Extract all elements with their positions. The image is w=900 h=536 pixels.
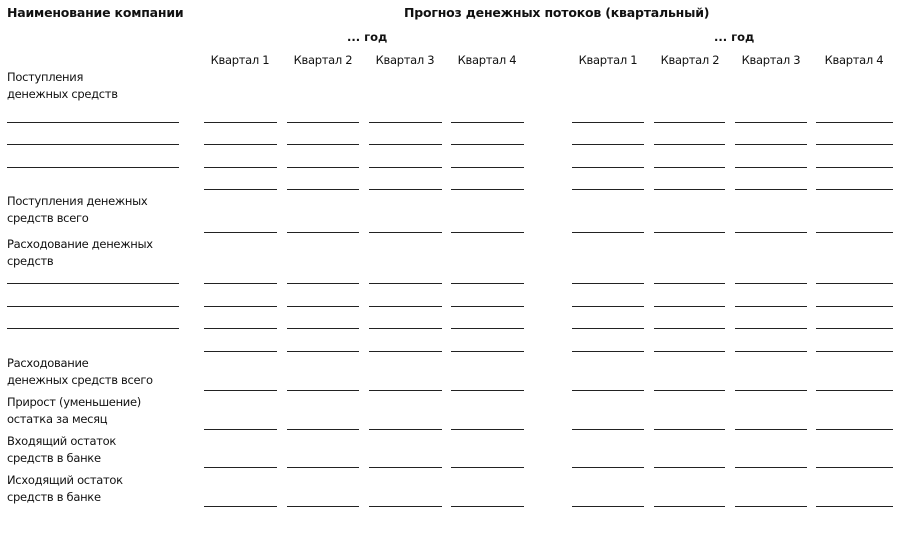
value-blank[interactable] (735, 306, 807, 307)
value-blank[interactable] (369, 232, 442, 233)
item-name-blank[interactable] (7, 283, 179, 284)
value-blank[interactable] (572, 283, 644, 284)
value-blank[interactable] (451, 506, 524, 507)
row-label-expenses (7, 236, 153, 270)
value-blank[interactable] (816, 167, 893, 168)
row-label-opening-balance (7, 433, 116, 467)
item-name-blank[interactable] (7, 328, 179, 329)
row-label-line: Исходящий остаток (7, 473, 123, 487)
value-blank[interactable] (204, 167, 277, 168)
value-blank[interactable] (287, 306, 359, 307)
value-blank[interactable] (204, 506, 277, 507)
quarter-header-g2-q4: Квартал 4 (824, 53, 884, 67)
row-label-line: средств в банке (7, 451, 101, 465)
value-blank[interactable] (654, 390, 725, 391)
row-label-net-change (7, 394, 141, 428)
row-label-line: остатка за месяц (7, 412, 108, 426)
value-blank[interactable] (451, 390, 524, 391)
value-blank[interactable] (654, 429, 725, 430)
value-blank[interactable] (572, 189, 644, 190)
value-blank[interactable] (369, 189, 442, 190)
value-blank[interactable] (204, 390, 277, 391)
item-name-blank[interactable] (7, 306, 179, 307)
value-blank[interactable] (816, 232, 893, 233)
value-blank[interactable] (816, 351, 893, 352)
value-blank[interactable] (654, 167, 725, 168)
row-label-receipts (7, 69, 118, 103)
value-blank[interactable] (654, 328, 725, 329)
value-blank[interactable] (735, 429, 807, 430)
value-blank[interactable] (816, 189, 893, 190)
value-blank[interactable] (287, 328, 359, 329)
row-label-line: средств в банке (7, 490, 101, 504)
value-blank[interactable] (369, 467, 442, 468)
value-blank[interactable] (572, 351, 644, 352)
value-blank[interactable] (369, 506, 442, 507)
quarter-header-g2-q1: Квартал 1 (578, 53, 638, 67)
value-blank[interactable] (654, 467, 725, 468)
row-label-expenses-total (7, 355, 153, 389)
value-blank[interactable] (735, 328, 807, 329)
value-blank[interactable] (816, 122, 893, 123)
quarter-header-g1-q3: Квартал 3 (375, 53, 435, 67)
value-blank[interactable] (369, 429, 442, 430)
value-blank[interactable] (816, 283, 893, 284)
value-blank[interactable] (204, 467, 277, 468)
value-blank[interactable] (287, 351, 359, 352)
item-name-blank[interactable] (7, 167, 179, 168)
value-blank[interactable] (451, 232, 524, 233)
value-blank[interactable] (816, 390, 893, 391)
value-blank[interactable] (204, 351, 277, 352)
value-blank[interactable] (816, 306, 893, 307)
row-label-line: средств (7, 254, 54, 268)
value-blank[interactable] (735, 189, 807, 190)
value-blank[interactable] (204, 306, 277, 307)
value-blank[interactable] (204, 232, 277, 233)
value-blank[interactable] (735, 232, 807, 233)
value-blank[interactable] (287, 283, 359, 284)
value-blank[interactable] (451, 144, 524, 145)
row-label-line: денежных средств (7, 87, 118, 101)
value-blank[interactable] (654, 122, 725, 123)
value-blank[interactable] (735, 144, 807, 145)
value-blank[interactable] (735, 122, 807, 123)
row-label-line: денежных средств всего (7, 373, 153, 387)
value-blank[interactable] (451, 328, 524, 329)
value-blank[interactable] (654, 144, 725, 145)
company-name-label: Наименование компании (7, 5, 184, 20)
value-blank[interactable] (816, 144, 893, 145)
row-label-receipts-total (7, 193, 147, 227)
value-blank[interactable] (287, 232, 359, 233)
value-blank[interactable] (451, 283, 524, 284)
quarter-header-g1-q1: Квартал 1 (210, 53, 270, 67)
value-blank[interactable] (572, 467, 644, 468)
row-label-line: Расходование денежных (7, 237, 153, 251)
value-blank[interactable] (204, 144, 277, 145)
value-blank[interactable] (204, 429, 277, 430)
quarter-header-g2-q3: Квартал 3 (741, 53, 801, 67)
value-blank[interactable] (369, 328, 442, 329)
value-blank[interactable] (572, 232, 644, 233)
value-blank[interactable] (654, 506, 725, 507)
value-blank[interactable] (287, 467, 359, 468)
value-blank[interactable] (287, 144, 359, 145)
row-label-line: Прирост (уменьшение) (7, 395, 141, 409)
value-blank[interactable] (654, 189, 725, 190)
value-blank[interactable] (654, 283, 725, 284)
value-blank[interactable] (735, 351, 807, 352)
value-blank[interactable] (287, 390, 359, 391)
value-blank[interactable] (572, 390, 644, 391)
value-blank[interactable] (287, 189, 359, 190)
value-blank[interactable] (369, 351, 442, 352)
row-label-line: Расходование (7, 356, 89, 370)
value-blank[interactable] (451, 351, 524, 352)
value-blank[interactable] (654, 306, 725, 307)
value-blank[interactable] (572, 122, 644, 123)
value-blank[interactable] (816, 429, 893, 430)
value-blank[interactable] (369, 283, 442, 284)
value-blank[interactable] (451, 467, 524, 468)
value-blank[interactable] (204, 283, 277, 284)
quarter-header-g2-q2: Квартал 2 (660, 53, 720, 67)
value-blank[interactable] (572, 328, 644, 329)
value-blank[interactable] (572, 167, 644, 168)
value-blank[interactable] (369, 144, 442, 145)
quarter-header-g1-q4: Квартал 4 (457, 53, 517, 67)
value-blank[interactable] (816, 506, 893, 507)
value-blank[interactable] (369, 167, 442, 168)
value-blank[interactable] (204, 328, 277, 329)
value-blank[interactable] (735, 283, 807, 284)
value-blank[interactable] (735, 167, 807, 168)
item-name-blank[interactable] (7, 122, 179, 123)
value-blank[interactable] (572, 306, 644, 307)
value-blank[interactable] (572, 506, 644, 507)
value-blank[interactable] (451, 429, 524, 430)
value-blank[interactable] (204, 189, 277, 190)
value-blank[interactable] (369, 306, 442, 307)
value-blank[interactable] (204, 122, 277, 123)
value-blank[interactable] (369, 122, 442, 123)
value-blank[interactable] (287, 506, 359, 507)
value-blank[interactable] (287, 429, 359, 430)
row-label-line: Поступления (7, 70, 84, 84)
value-blank[interactable] (654, 351, 725, 352)
value-blank[interactable] (816, 467, 893, 468)
row-label-line: Поступления денежных (7, 194, 148, 208)
value-blank[interactable] (735, 506, 807, 507)
item-name-blank[interactable] (7, 144, 179, 145)
value-blank[interactable] (654, 232, 725, 233)
year-group-1-label: ... год (347, 30, 388, 44)
value-blank[interactable] (287, 167, 359, 168)
form-title: Прогноз денежных потоков (квартальный) (404, 5, 710, 20)
value-blank[interactable] (572, 144, 644, 145)
value-blank[interactable] (451, 189, 524, 190)
value-blank[interactable] (369, 390, 442, 391)
row-label-line: Входящий остаток (7, 434, 117, 448)
value-blank[interactable] (451, 306, 524, 307)
row-label-line: средств всего (7, 211, 89, 225)
quarter-header-g1-q2: Квартал 2 (293, 53, 353, 67)
year-group-2-label: ... год (714, 30, 755, 44)
row-label-closing-balance (7, 472, 123, 506)
value-blank[interactable] (451, 167, 524, 168)
value-blank[interactable] (735, 390, 807, 391)
value-blank[interactable] (287, 122, 359, 123)
value-blank[interactable] (451, 122, 524, 123)
value-blank[interactable] (572, 429, 644, 430)
value-blank[interactable] (735, 467, 807, 468)
value-blank[interactable] (816, 328, 893, 329)
